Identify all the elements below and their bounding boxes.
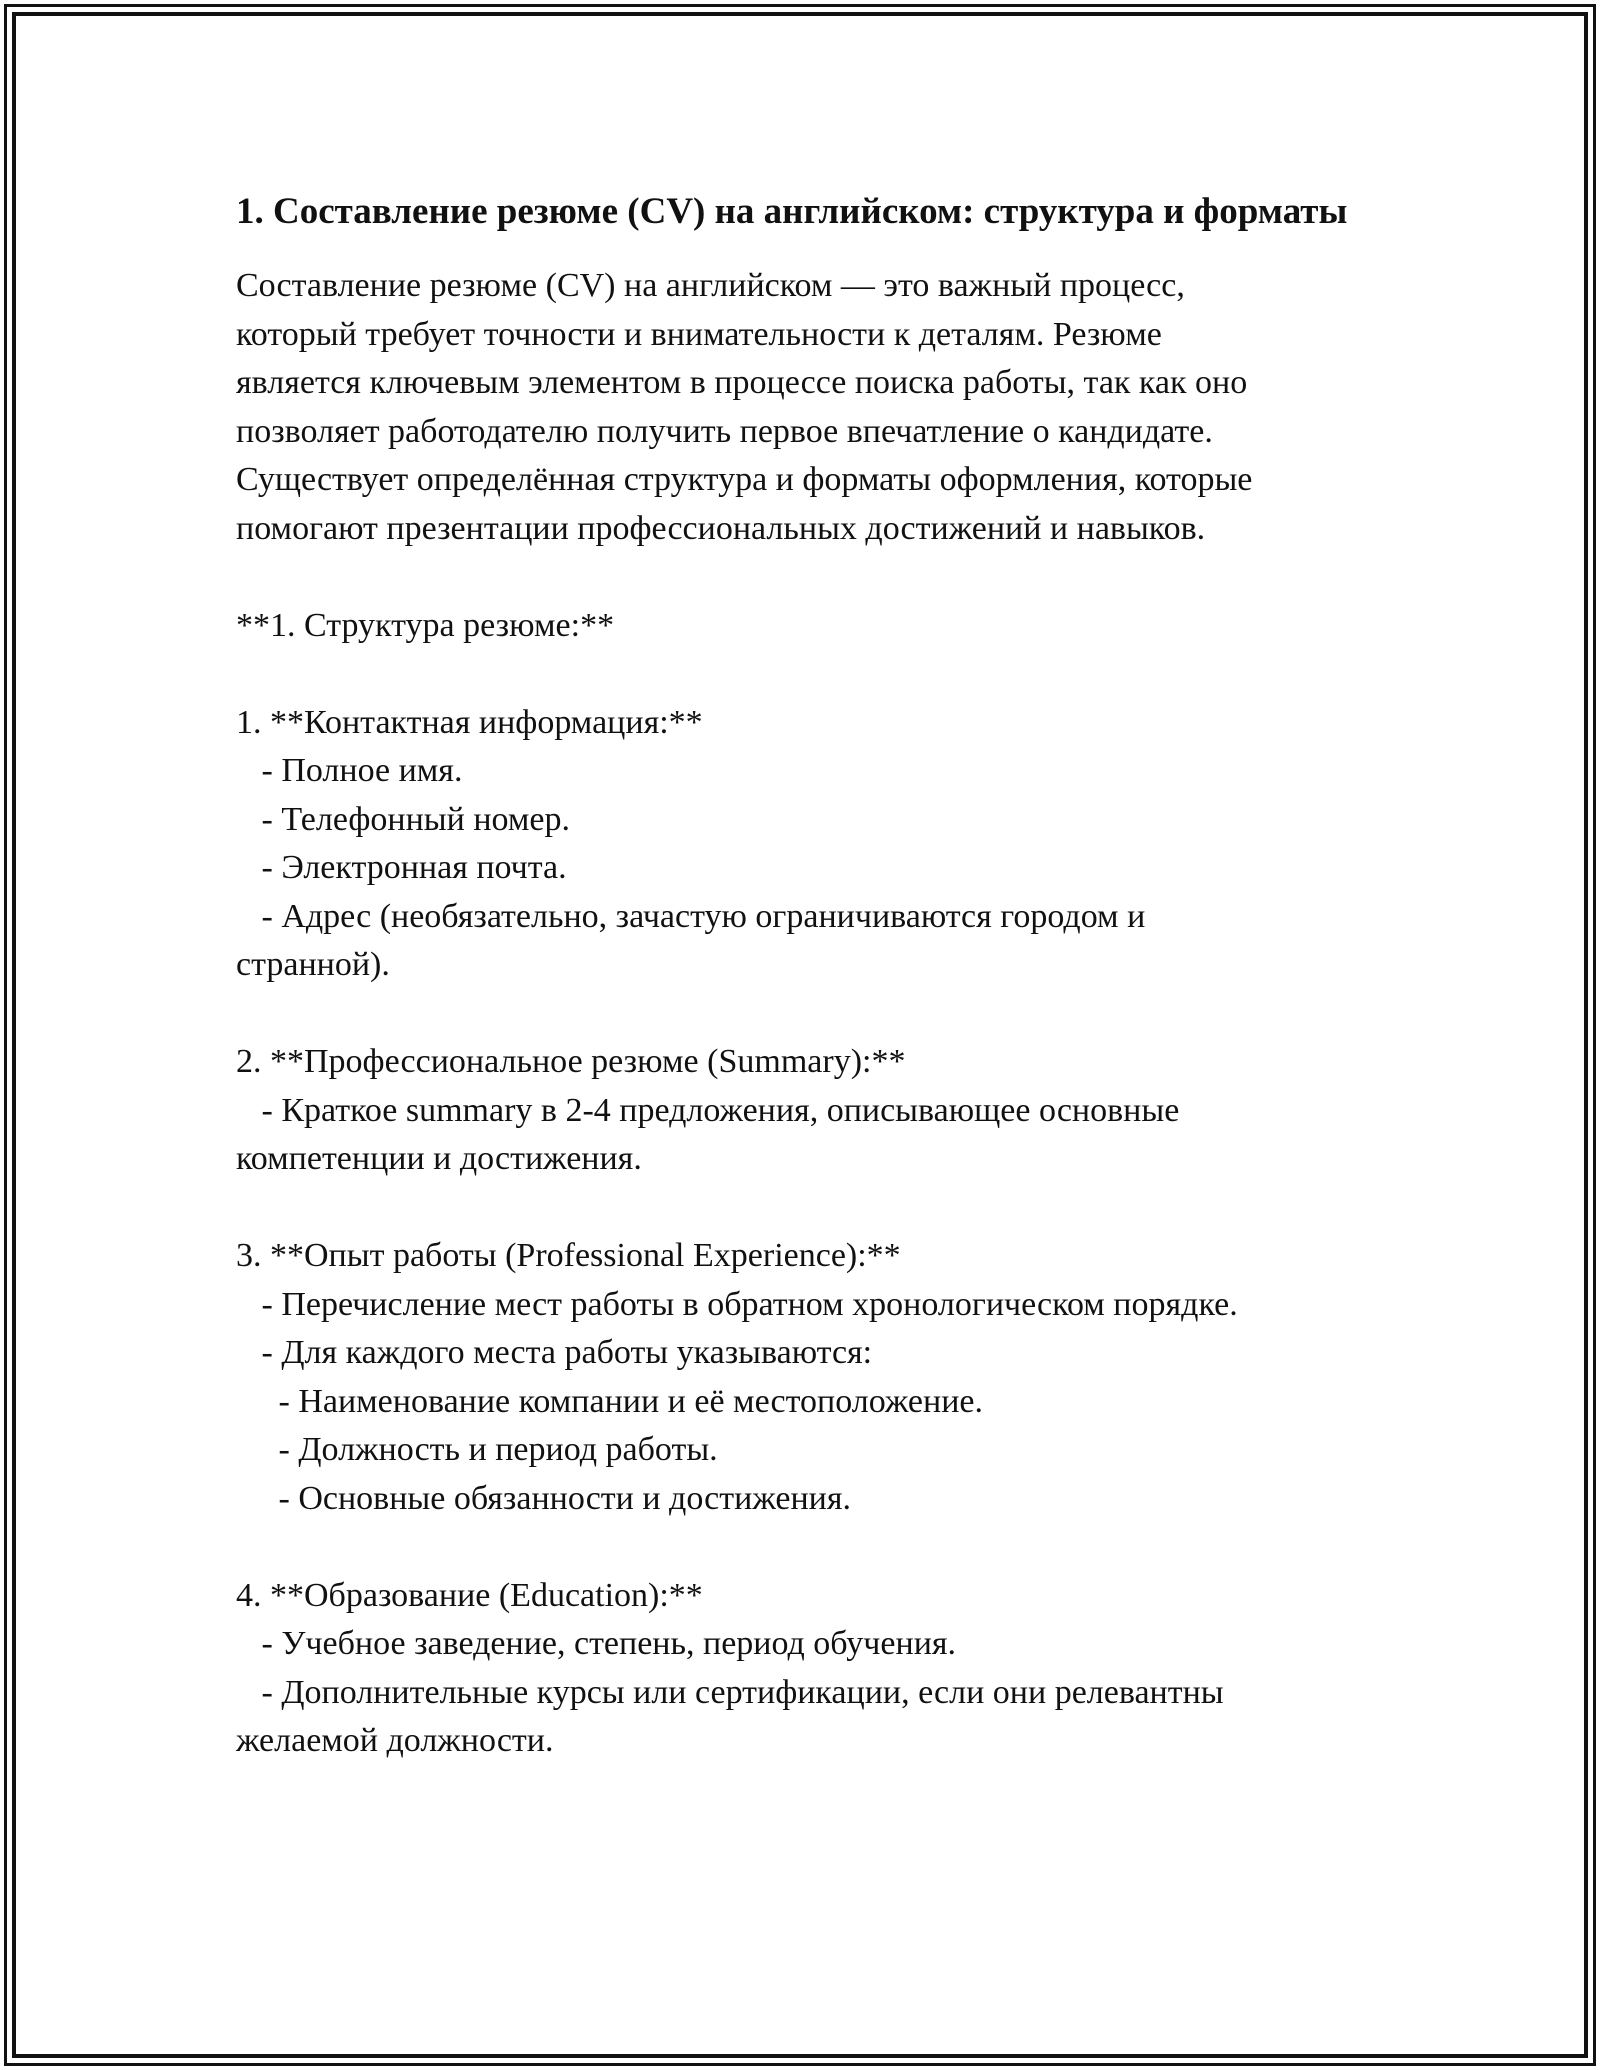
list-item: - Адрес (необязательно, зачастую ограничиваются городом и: [236, 897, 1146, 935]
list-item: - Полное имя.: [236, 752, 463, 789]
list-item: - Для каждого места работы указываются:: [236, 1334, 873, 1371]
list-item: - Перечисление мест работы в обратном хронологическом порядке.: [236, 1285, 1238, 1323]
spacer: [236, 553, 1386, 602]
section-heading: 2. **Профессиональное резюме (Summary):**: [236, 1043, 906, 1080]
sub-list-item: - Наименование компании и её местоположение.: [236, 1382, 983, 1420]
section-experience: [236, 1232, 1386, 1523]
list-item: - Краткое summary в 2-4 предложения, описывающее основные: [236, 1091, 1180, 1129]
sub-list-item: - Должность и период работы.: [236, 1431, 718, 1468]
document-title: 1. Составление резюме (CV) на английском: структура и форматы: [236, 191, 1348, 232]
section-summary: [236, 1038, 1386, 1184]
spacer: [236, 1523, 1386, 1572]
list-item: - Электронная почта.: [236, 849, 567, 886]
list-item: - Учебное заведение, степень, период обучения.: [236, 1625, 957, 1662]
spacer: [236, 650, 1386, 699]
list-item: - Дополнительные курсы или сертификации, если они релевантны: [236, 1673, 1224, 1711]
structure-heading: **1. Структура резюме:**: [236, 606, 615, 644]
list-item-continuation: странной).: [236, 946, 390, 983]
section-contact-info: [236, 699, 1386, 990]
sub-list-item: - Основные обязанности и достижения.: [236, 1479, 851, 1517]
section-heading: 4. **Образование (Education):**: [236, 1576, 703, 1614]
document-body: [236, 184, 1386, 1766]
section-heading: 1. **Контактная информация:**: [236, 703, 703, 741]
section-education: [236, 1572, 1386, 1766]
section-heading: 3. **Опыт работы (Professional Experience):**: [236, 1237, 901, 1274]
list-item-continuation: компетенции и достижения.: [236, 1140, 642, 1177]
spacer: [236, 1184, 1386, 1233]
spacer: [236, 990, 1386, 1039]
list-item: - Телефонный номер.: [236, 800, 570, 838]
intro-paragraph: Составление резюме (CV) на английском — это важный процесс, который требует точности и внимательности к деталям. Резюме является ключевым элементом в процессе поиска работы, так как оно позволяет работодателю получить первое впечатление о кандидате. Существует определённая структура и форматы оформления, которые помогают презентации профессиональных достижений и навыков.: [236, 267, 1253, 547]
list-item-continuation: желаемой должности.: [236, 1722, 554, 1759]
